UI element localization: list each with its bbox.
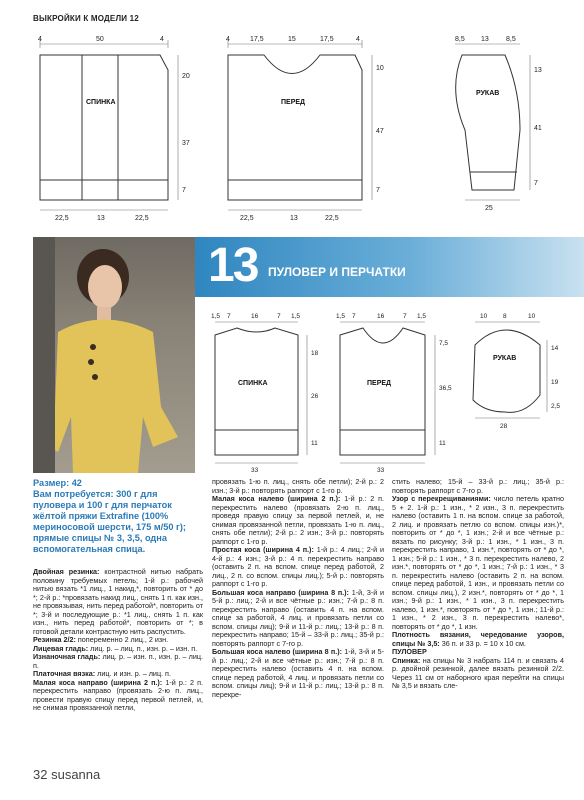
dim: 33 (377, 467, 385, 474)
dim: 28 (500, 423, 508, 430)
dim: 50 (96, 36, 104, 43)
paragraph: стить налево; 15-й – 33-й р.: лиц.; 35-й р.: повторять раппорт с 7-го р. (392, 477, 564, 495)
needs-label: Вам потребуется: (33, 489, 114, 499)
dim: 22,5 (135, 215, 149, 222)
mid-patterns (195, 300, 584, 475)
dim: 11 (311, 440, 318, 447)
photo-illustration (33, 237, 195, 473)
dim: 22,5 (325, 215, 339, 222)
dim: 2,5 (551, 403, 561, 410)
dim: 17,5 (250, 36, 264, 43)
dim: 7 (376, 187, 380, 194)
label-sleeve: РУКАВ (476, 90, 500, 97)
dim: 7 (182, 187, 186, 194)
model-title: ПУЛОВЕР И ПЕРЧАТКИ (268, 265, 406, 279)
dim: 7 (277, 313, 281, 320)
dim: 16 (251, 313, 259, 320)
dim: 26 (311, 393, 319, 400)
dim: 10 (528, 313, 536, 320)
dim: 10 (480, 313, 488, 320)
dim: 4 (160, 36, 164, 43)
dim: 17,5 (320, 36, 334, 43)
dim: 36,5 (439, 385, 452, 392)
dim: 13 (481, 36, 489, 43)
dim: 22,5 (240, 215, 254, 222)
model-number: 13 (208, 239, 258, 292)
dim: 15 (288, 36, 296, 43)
dim: 1,5 (417, 313, 427, 320)
label-back: СПИНКА (86, 99, 116, 106)
dim: 8 (503, 313, 507, 320)
text-column-3 (392, 478, 564, 691)
dim: 1,5 (291, 313, 301, 320)
paragraph: Большая коса налево (ширина 8 п.): 1-й, 3-й и 5-й р.: лиц.; 2-й и все чётные р.: изн.; 7-й р.: 8 п. перекрестить налево (оставить 4 п. на вспом. спице перед работой, 4 лиц. и провязать петли со вспом. спицы лиц); 9-й и 11-й р.: лиц.; 13-й р.: 8 п. перекре- (212, 647, 384, 699)
dim: 8,5 (506, 36, 516, 43)
label-front: ПЕРЕД (281, 99, 306, 106)
paragraph: ПУЛОВЕР (392, 647, 427, 656)
dim: 22,5 (55, 215, 69, 222)
paragraph: Малая коса направо (ширина 2 п.): 1-й р.: 2 п. перекрестить направо (провязать 2-ю п. лиц., провести правую спицу перед первой петлей, и, не снимая провязанной петли, (33, 677, 203, 712)
label-sleeve: РУКАВ (493, 355, 517, 362)
size-line: Размер: 42 (33, 478, 82, 488)
dim: 25 (485, 205, 493, 212)
dim: 10 (376, 65, 384, 72)
dim: 7 (227, 313, 231, 320)
dim: 4 (38, 36, 42, 43)
paragraph: Плотность вязания, чередование узоров, спицы № 3,5: 36 п. и 33 р. = 10 х 10 см. (392, 630, 564, 648)
dim: 7 (403, 313, 407, 320)
text-column-2 (212, 478, 384, 699)
needs-text: 300 г для пуловера и 100 г для перчаток жёлтой пряжи Extrafine (100% мериносовой шерсти, 175 м/50 г); прямые спицы № 3, 3,5, одна вспомогательная спица. (33, 489, 186, 554)
dim: 11 (439, 440, 446, 447)
paragraph: Малая коса налево (ширина 2 п.): 1-й р.: 2 п. перекрестить налево (провязать 2-ю п. лиц., проведя правую спицу за первой петлей, и, не снимая провязанной петли, провязать 1-ю п. лиц., снять обе петли); 2-й р.: 2 изн.; 3-й р.: повторять раппорт с 1-го р. (212, 494, 384, 546)
dim: 1,5 (211, 313, 221, 320)
needs-block (33, 489, 203, 555)
paragraph: Резинка 2/2: попеременно 2 лиц., 2 изн. (33, 635, 169, 644)
paragraph: Платочная вязка: лиц. и изн. р. – лиц. п. (33, 669, 171, 678)
paragraph: Двойная резинка: контрастной нитью набрать половину требуемых петель; 1-й р.: рабочей нитью вязать *1 лиц., 1 накид,*, повторить от * до *; 2-й р.: *провязать накид лиц., снять 1 п. как изн., не провязывая, нить перед работой*, повторить от *; 3-й и последующие р.: *1 лиц., снять 1 п. как изн., нить перед работой*, повторить от *; в готовой детали контрастную нить распустить. (33, 567, 203, 636)
paragraph: Узор с перекрещиваниями: число петель кратно 5 + 2. 1-й р.: 1 изн., * 2 изн., 3 п. перекрестить налево (оставить 1 п. на вспом. спице за работой, 2 лиц. и провязать петлю со вспом. спицы изн.)*, повторить от * до *, 1 изн.; 2-й и все чётные р.: вязать по рисунку; 3-й р.: 1 изн., * 1 изн., 3 п. перекрестить направо, 1 изн.*, повторять от * до *, 1 изн.; 5-й р.: 1 изн., * 3 п. перекрестить налево, 2 изн.*, повторять от * до *, 1 изн.; 7-й р.: 1 изн., * 3 п. перекрестить налево (оставить 2 п. на вспом. спице перед работой, 1 изн., и провязать петли со вспом. спицы лиц.), 2 изн.*, повторять от * до *, 1 изн.; 9-й р.: 1 изн., * 1 изн., 3 п. перекрестить налево, 1 изн.*, повторять от * до *, 1 изн.; 11-й р.: 1 изн., * 2 изн., 3 п. перекрестить налево*, повторять от * до *, 1 изн. (392, 494, 564, 631)
dim: 19 (551, 379, 559, 386)
dim: 41 (534, 125, 542, 132)
dim: 8,5 (455, 36, 465, 43)
paragraph: провязать 1-ю п. лиц., снять обе петли); 2-й р.: 2 изн.; 3-й р.: повторять раппорт с 1-го р. (212, 477, 384, 495)
dim: 14 (551, 345, 559, 352)
materials-summary (33, 478, 203, 555)
dim: 16 (377, 313, 385, 320)
page-number: 32 (33, 767, 48, 782)
dim: 4 (226, 36, 230, 43)
dim: 7 (352, 313, 356, 320)
label-back: СПИНКА (238, 380, 268, 387)
paragraph: Большая коса направо (ширина 8 п.): 1-й, 3-й и 5-й р.: лиц.; 2-й и все чётные р.: изн.; 7-й р.: 8 п. перекрестить направо (оставить 4 п. на вспом. спице за работой, 4 лиц. и провязать петли со вспом. спицы лиц); 9-й и 11-й р.: лиц.; 13-й р.: 8 п. перекрестить направо; 15-й – 33-й р.: лиц.; 35-й р.: повторять раппорт с 7-го р. (212, 587, 384, 648)
dim: 47 (376, 128, 384, 135)
label-front: ПЕРЕД (367, 380, 392, 387)
dim: 1,5 (336, 313, 346, 320)
paragraph: Изнаночная гладь: лиц. р. – изн. п., изн. р. – лиц. п. (33, 652, 203, 670)
dim: 4 (356, 36, 360, 43)
dim: 13 (97, 215, 105, 222)
page-footer (33, 767, 100, 782)
text-column-1 (33, 568, 203, 713)
section-header: ВЫКРОЙКИ К МОДЕЛИ 12 (33, 14, 139, 23)
dim: 20 (182, 73, 190, 80)
dim: 7,5 (439, 340, 449, 347)
model-photo (33, 237, 195, 473)
dim: 13 (534, 67, 542, 74)
brand-name: susanna (51, 767, 101, 782)
dim: 33 (251, 467, 259, 474)
top-patterns (0, 0, 584, 237)
dim: 7 (534, 180, 538, 187)
paragraph: Лицевая гладь: лиц. р. – лиц. п., изн. р. – изн. п. (33, 643, 198, 653)
paragraph: Простая коса (ширина 4 п.): 1-й р.: 4 лиц.; 2-й и 4-й р.: 4 изн.; 3-й р.: 4 п. перекрестить направо (оставить 2 п. на вспом. спице перед работой, 2 лиц., 2 п. со вспом. спицы лиц.); 5-й р.: повторять раппорт с 1-го р. (212, 545, 384, 588)
dim: 18 (311, 350, 319, 357)
dim: 37 (182, 140, 190, 147)
dim: 13 (290, 215, 298, 222)
paragraph: Спинка: на спицы № 3 набрать 114 п. и связать 4 р. двойной резинкой, далее вязать резинкой 2/2. Через 11 см от наборного края перейти на спицы № 3,5 и вязать сле- (392, 655, 564, 690)
